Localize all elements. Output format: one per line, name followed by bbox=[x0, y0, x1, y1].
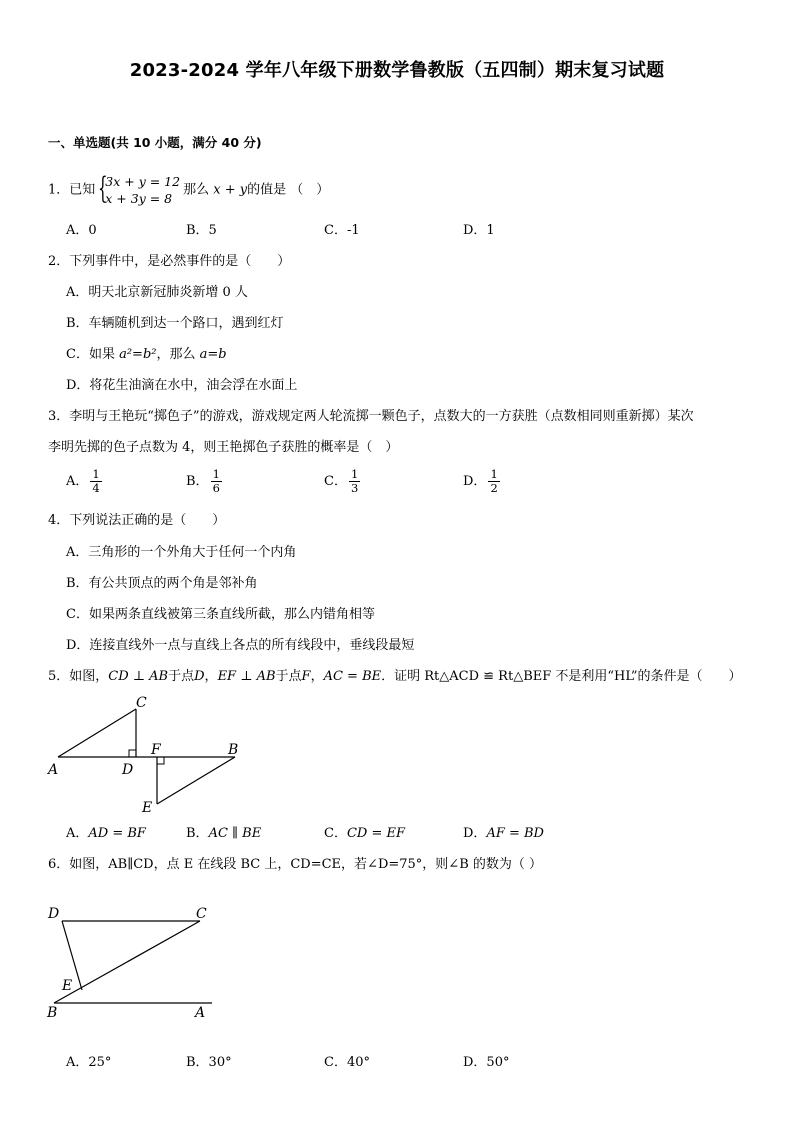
fraction-numerator: 1 bbox=[490, 467, 498, 481]
q5-text-1: 5．如图， bbox=[48, 669, 109, 684]
q3-a-label: A． bbox=[66, 474, 89, 489]
q3-d-label: D． bbox=[463, 474, 487, 489]
q2-c-math2: a=b bbox=[199, 347, 227, 362]
q1-suffix: 的值是 （ ） bbox=[247, 182, 330, 198]
question-3-line-2: 李明先掷的色子点数为 4，则王艳掷色子获胜的概率是（ ） bbox=[48, 440, 399, 455]
q2-c-math1: a²=b² bbox=[119, 347, 157, 362]
label-e: E bbox=[62, 978, 73, 994]
q1-expr: x + y bbox=[213, 182, 248, 198]
segment-eb bbox=[157, 757, 235, 804]
fraction-numerator: 1 bbox=[212, 467, 220, 481]
q3-option-c bbox=[324, 468, 360, 495]
q6-option-a: A．25° bbox=[66, 1055, 112, 1070]
right-angle-mark-d bbox=[129, 750, 136, 757]
q2-option-a: A．明天北京新冠肺炎新增 0 人 bbox=[66, 285, 248, 300]
q1-option-a: A．0 bbox=[66, 223, 97, 238]
fraction-denominator: 4 bbox=[92, 481, 100, 495]
q3-option-b bbox=[186, 468, 222, 495]
label-f: F bbox=[151, 742, 161, 758]
q5-b-math: AC ∥ BE bbox=[208, 826, 262, 841]
q2-option-b: B．车辆随机到达一个路口，遇到红灯 bbox=[66, 316, 284, 331]
q6-option-d: D．50° bbox=[463, 1055, 510, 1070]
q4-option-b: B．有公共顶点的两个角是邻补角 bbox=[66, 576, 258, 591]
label-b: B bbox=[228, 742, 239, 758]
q5-b-label: B． bbox=[186, 826, 209, 841]
fraction bbox=[211, 468, 222, 495]
q5-math-4: F bbox=[301, 669, 311, 684]
q4-option-d: D．连接直线外一点与直线上各点的所有线段中，垂线段最短 bbox=[66, 638, 415, 653]
q4-option-c: C．如果两条直线被第三条直线所截，那么内错角相等 bbox=[66, 607, 375, 622]
segment-ac bbox=[58, 709, 136, 757]
q2-c-mid: ，那么 bbox=[156, 347, 200, 362]
q6-figure bbox=[40, 895, 230, 1027]
q3-c-label: C． bbox=[324, 474, 347, 489]
q6-option-b: B．30° bbox=[186, 1055, 232, 1070]
q1-prefix: 1．已知 bbox=[48, 182, 96, 198]
label-d: D bbox=[122, 762, 134, 778]
segment-cb bbox=[54, 921, 200, 1003]
section-heading: 一、单选题(共 10 小题，满分 40 分) bbox=[48, 135, 262, 150]
q5-math-3: EF ⊥ AB bbox=[217, 669, 276, 684]
question-6: 6．如图，AB∥CD，点 E 在线段 BC 上，CD=CE，若∠D=75°，则∠B 的数为（ ） bbox=[48, 857, 543, 872]
fraction-numerator: 1 bbox=[92, 467, 100, 481]
fraction bbox=[349, 468, 360, 495]
q5-d-math: AF = BD bbox=[486, 826, 544, 841]
q2-option-d: D．将花生油滴在水中，油会浮在水面上 bbox=[66, 378, 298, 393]
q5-text-2: 于点 bbox=[168, 669, 195, 684]
label-c: C bbox=[196, 906, 207, 922]
q1-eq1: 3x + y = 12 bbox=[105, 174, 181, 189]
q3-option-a bbox=[66, 468, 102, 495]
question-2: 2．下列事件中，是必然事件的是（ ） bbox=[48, 254, 291, 269]
label-b: B bbox=[47, 1005, 58, 1021]
label-a: A bbox=[48, 762, 59, 778]
fraction bbox=[90, 468, 101, 495]
q5-figure bbox=[40, 692, 270, 820]
q6-option-c: C．40° bbox=[324, 1055, 370, 1070]
q5-math-2: D bbox=[194, 669, 205, 684]
question-3-line-1: 3．李明与王艳玩“掷色子”的游戏，游戏规定两人轮流掷一颗色子，点数大的一方获胜（点数相同则重新掷）某次 bbox=[48, 409, 694, 424]
q1-option-b: B．5 bbox=[186, 223, 217, 238]
fraction-denominator: 2 bbox=[490, 481, 498, 495]
label-c: C bbox=[136, 695, 147, 711]
q5-math-1: CD ⊥ AB bbox=[108, 669, 169, 684]
question-1 bbox=[48, 173, 329, 207]
q5-c-label: C． bbox=[324, 826, 347, 841]
q5-text-5: ， bbox=[310, 669, 324, 684]
q1-eq2: x + 3y = 8 bbox=[105, 191, 173, 206]
q5-math-5: AC = BE bbox=[323, 669, 382, 684]
q5-c-math: CD = EF bbox=[346, 826, 405, 841]
q5-text-3: ， bbox=[204, 669, 218, 684]
q1-option-d: D．1 bbox=[463, 223, 495, 238]
question-5 bbox=[48, 668, 742, 686]
label-e: E bbox=[142, 800, 153, 816]
q5-option-d bbox=[463, 825, 544, 843]
equation-system bbox=[98, 173, 180, 207]
fraction-denominator: 6 bbox=[212, 481, 220, 495]
q4-option-a: A．三角形的一个外角大于任何一个内角 bbox=[66, 545, 297, 560]
label-a: A bbox=[195, 1005, 206, 1021]
q5-d-label: D． bbox=[463, 826, 487, 841]
q5-a-math: AD = BF bbox=[88, 826, 146, 841]
q5-option-a bbox=[66, 825, 146, 843]
q1-mid: 那么 bbox=[183, 182, 210, 198]
q1-option-c: C．-1 bbox=[324, 223, 360, 238]
q5-text-6: ．证明 Rt△ACD ≌ Rt△BEF 不是利用“HL”的条件是（ ） bbox=[381, 669, 742, 684]
question-4: 4．下列说法正确的是（ ） bbox=[48, 513, 226, 528]
fraction-denominator: 3 bbox=[350, 481, 359, 495]
q2-option-c bbox=[66, 346, 227, 364]
q5-a-label: A． bbox=[66, 826, 89, 841]
q3-b-label: B． bbox=[186, 474, 209, 489]
label-d: D bbox=[48, 906, 60, 922]
q5-option-c bbox=[324, 825, 405, 843]
brace-icon: { bbox=[98, 171, 108, 206]
q5-text-4: 于点 bbox=[275, 669, 302, 684]
q2-c-prefix: C．如果 bbox=[66, 347, 120, 362]
fraction-numerator: 1 bbox=[350, 467, 359, 481]
q5-option-b bbox=[186, 825, 261, 843]
right-angle-mark-f bbox=[157, 757, 164, 764]
page-title: 2023-2024 学年八年级下册数学鲁教版（五四制）期末复习试题 bbox=[129, 60, 665, 81]
q3-option-d bbox=[463, 468, 500, 495]
fraction bbox=[488, 468, 499, 495]
